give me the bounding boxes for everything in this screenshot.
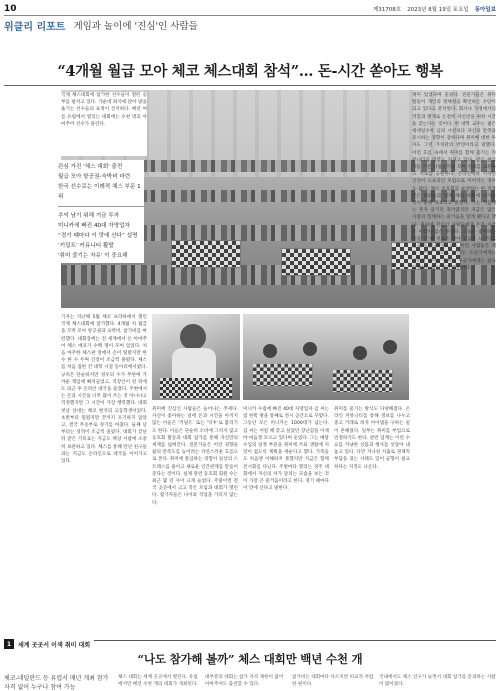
- subarticle-tag-number: 1: [4, 639, 14, 649]
- subarticle-column-3: 참가비는 대회마다 다르지만 비교적 저렴한 편이다.: [292, 675, 374, 687]
- section-label: 위클리 리포트: [4, 21, 66, 33]
- article-column-2: 취미에 진심인 사람들은 늘어나는 추세다. 자신이 좋아하는 일에 돈과 시간을 아끼지 않는 이들은 ‘키덜트’ 또는 ‘덕후’로 불리기도 한다. 이들은 단순히 소비에 그치지 않고 동호회 활동과 대회 참가를 통해 자신만의 세계를 넓혀간다. 전문가들은 이런 경향을 삶의 만족도를 높이려는 자연스러운 흐름으로 본다. 취미에 몰입하는 경험이 일상의 스트레스를 줄이고 새로운 인간관계를 만들어 준다는 것이다. 실제 관련 동호회 회원 수는 최근 몇 년 사이 크게 늘었다. 주말이면 전국 곳곳에서 크고 작은 모임과 대회가 열린다. 참가자들은 나이와 직업을 가리지 않는다.: [152, 407, 238, 506]
- article-intro: 국제 체스대회에 참가한 선수들이 열띤 승부를 펼치고 있다. 가운데 좌석에 앉아 말을 옮기는 선수들의 표정이 진지하다. 매년 여름 유럽에서 열리는 대회에는 수천 명의 아마추어 선수가 몰린다.: [61, 92, 147, 156]
- article-column-3: 미니카 수집에 빠진 40대 자영업자 김 씨는 집 한쪽 방을 통째로 전시 공간으로 꾸몄다. 그동안 모은 미니카는 1000대가 넘는다. 김 씨는 어릴 때 갖고 싶었던 장난감을 이제야 마음껏 모으고 있다며 웃었다. 그는 매달 수입의 일정 부분을 취미에 쓰되 생활에 지장이 없도록 계획을 세운다고 했다. 가족들도 처음엔 이해하지 못했지만 지금은 함께 전시회를 다닌다. 주말마다 열리는 경주 대회에서 자신의 차가 달리는 모습을 보는 것이 가장 큰 즐거움이라고 한다. 경기 때마다 이 맛에 산다고 말한다.: [243, 407, 329, 492]
- main-headline: “4개월 월급 모아 체코 체스대회 참석”… 돈-시간 쏟아도 행복: [57, 63, 443, 80]
- subarticle-headline: “나도 참가해 볼까” 체스 대회만 백년 수천 개: [137, 652, 363, 666]
- photo-player: [263, 344, 277, 358]
- summary-line: 추억 남기 위해 거금 투자: [58, 213, 120, 219]
- subarticle-column-4: 국내에서도 체스 인구가 늘면서 대회 참가를 문의하는 사람이 많아졌다.: [379, 675, 496, 687]
- subarticle-column-1: 체스 대회는 세계 곳곳에서 열린다. 유럽에서만 매년 수천 개의 대회가 개최된다.: [118, 675, 198, 687]
- summary-line: '취미 즐기는 자유' 이 중요해: [58, 253, 128, 259]
- photo-player: [303, 342, 317, 356]
- summary-line: 미니카에 빠진 40대 자영업자: [58, 223, 130, 229]
- photo-player: [383, 340, 397, 354]
- article-column-5: 재미 있었다며 웃었다. 전문가들은 취미 활동이 개인의 정체성을 확인하는 수단이 되고 있다고 분석한다. 회사나 가정에서의 역할과 별개로 온전히 자신만을 위한 시간을 갖는다는 것이다. 한 대학 교수는 젊은 세대일수록 남의 시선보다 자신의 만족을 중시하는 경향이 강하다며 취미에 대한 투자도 그런 가치관의 반영이라고 말했다. 이런 흐름 속에서 취미를 함께 즐기는 커뮤니티의 역할도 커지고 있다. 같은 관심사를 가진 사람들끼리 모여 정보를 교환하고 서로를 응원한다. 온라인에서 시작된 인연이 오프라인 모임으로 이어지는 경우도 많다. 체스 동호회를 운영하는 한 직장인은 회원들과 함께 해외 대회에 나가는 것이 올해 목표라고 밝혔다. 그는 처음에는 혼자 즐기던 취미였지만 지금은 많은 사람과 함께하는 즐거움을 알게 됐다고 했다. 취미에 진심인 사람들에게 돈과 시간은 아깝지 않은 투자다. 그들은 좋아하는 일을 할 때 비로소 살아 있음을 느낀다고 입을 모은다. 앞으로도 이런 사람들은 계속 늘어날 것으로 보인다. 누군가에게는 사소해 보이는 취미가 누군가에게는 삶을 지탱하는 힘이 되기 때문이다.: [412, 93, 496, 271]
- subarticle-column-2: 대부분의 대회는 참가 자격 제한이 없어 아마추어도 출전할 수 있다.: [205, 675, 284, 687]
- photo-chessboard: [171, 240, 241, 268]
- subarticle-tag: [4, 638, 94, 650]
- summary-line: 월급 모아 항공권-숙박비 마련: [58, 174, 131, 180]
- photo-chessboard: [160, 378, 232, 398]
- page-number: 10: [4, 4, 17, 14]
- summary-line: “경기 때마다 이 맛에 산다” 설명: [58, 233, 138, 239]
- article-column-1: 기자는 지난해 5월 체코 프라하에서 열린 국제 체스대회에 참가했다. 4개월 치 월급을 꼬박 모아 항공권과 숙박비, 참가비를 마련했다. 대회장에는 전 세계에서 온 아마추어 체스 애호가 수백 명이 모여 있었다. 처음 마주한 체스판 앞에서 손이 떨렸지만 한 수 한 수 두며 긴장이 조금씩 풀렸다. 체스를 처음 접한 건 대학 시절 동아리에서였다. 규칙은 단순하지만 경우의 수가 무한에 가까운 게임에 빠져들었고, 직장인이 된 뒤에도 퇴근 후 온라인 대국을 즐겼다. 주변에서는 돈과 시간을 너무 많이 쓰는 것 아니냐고 걱정했지만 그 시간이 가장 행복했다. 대회 첫날 상대는 체코 현지의 고등학생이었다. 초반부터 밀렸지만 끝까지 포기하지 않았고, 결국 무승부로 경기를 마쳤다. 둘째 날부터는 성적이 조금씩 올랐다. 대회가 끝난 뒤 받은 기록표는 지금도 책상 서랍에 소중히 보관하고 있다. 체스를 통해 만난 친구들과는 지금도 온라인으로 대국을 이어가고 있다.: [61, 315, 147, 465]
- photo-chessboard: [253, 364, 313, 386]
- tournament-hall-photo: [243, 314, 409, 400]
- summary-divider: [58, 206, 144, 207]
- summary-box: [58, 160, 144, 263]
- summary-line: ‘키덜트’ 커뮤니티 활발: [58, 243, 114, 249]
- photo-player: [353, 346, 367, 360]
- masthead-info: [373, 5, 496, 13]
- subarticle-tag-label: 세계 곳곳서 이색 취미 대회: [18, 641, 91, 649]
- player-portrait-photo: [152, 314, 240, 400]
- photo-person-head: [180, 324, 206, 350]
- photo-chessboard: [333, 370, 393, 392]
- subarticle-lede: 체코-네덜란드 등 유럽서 매년 개최 참가 자격 없어 누구나 참여 가능: [4, 675, 109, 691]
- newspaper-name: 동아일보: [474, 7, 496, 13]
- header-divider: [4, 15, 496, 16]
- photo-chessboard: [281, 248, 351, 276]
- article-column-4: 취미를 즐기는 방식도 다양해졌다. 온라인 커뮤니티를 통해 정보를 나누고 중고 거래로 희귀 아이템을 구하는 일이 흔해졌다. 일부는 취미를 부업으로 연결하기도 한다. 관련 업계는 이런 수요를 겨냥한 상품과 행사를 잇달아 내놓고 있다. 다만 지나친 지출로 경제적 부담을 겪는 사례도 있어 균형이 필요하다는 지적도 나온다.: [334, 407, 410, 470]
- section-topic: 게임과 놀이에 '진심'인 사람들: [73, 21, 198, 32]
- summary-line: 관심 가진 '체스 대회' 출전: [58, 164, 123, 170]
- section-header: [4, 18, 198, 32]
- issue-number: 제31708호: [372, 7, 402, 13]
- summary-line: 한국 선수로는 이례적 체스 부문 1위: [58, 184, 141, 200]
- issue-date: 2023년 8월 19일 토요일: [407, 7, 469, 13]
- headline-divider: [4, 85, 496, 86]
